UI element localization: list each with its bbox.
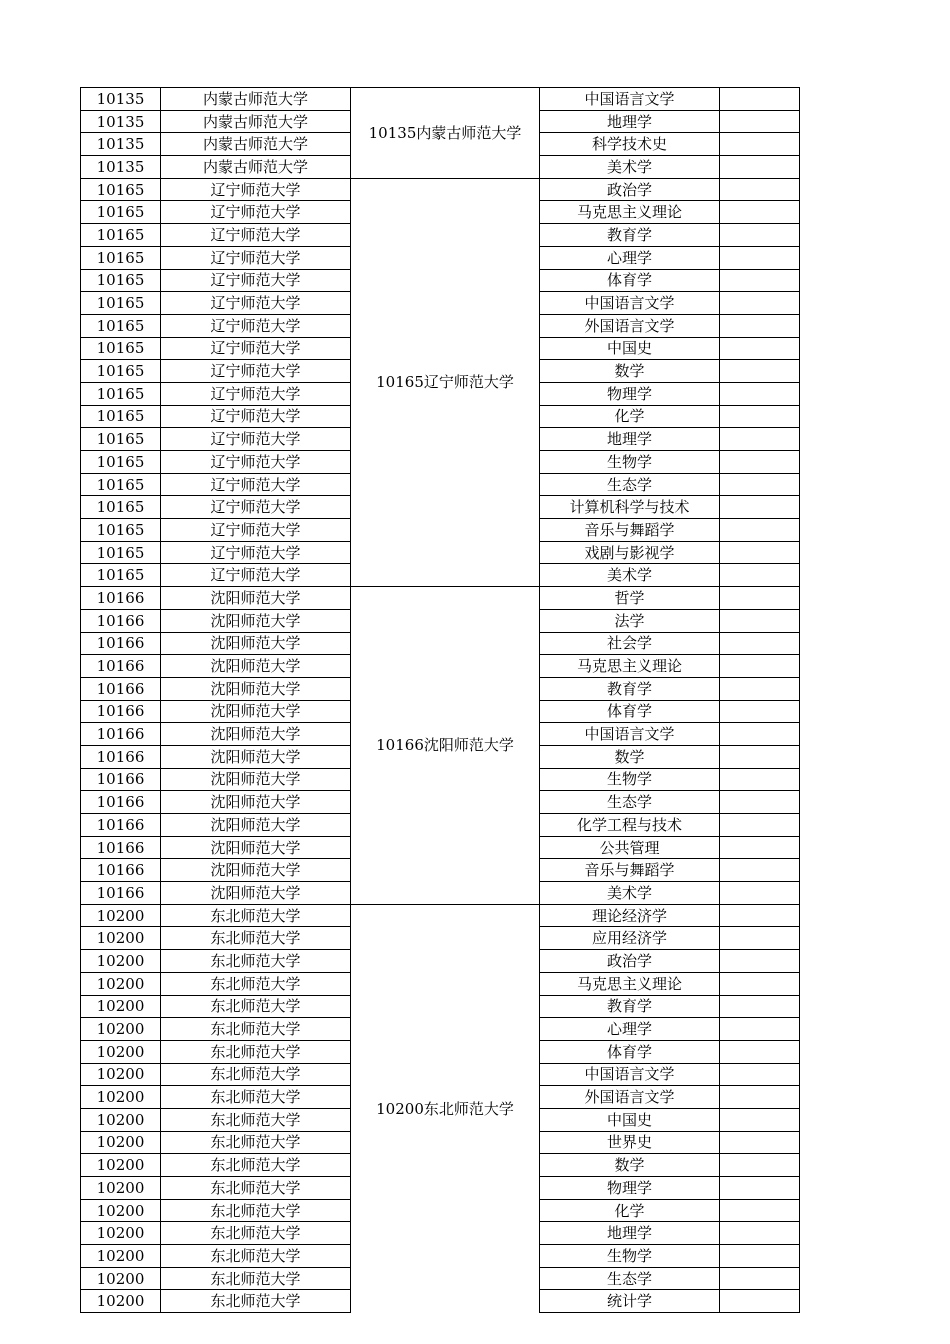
university-code-cell[interactable]: 10135 [81, 156, 161, 179]
subject-cell[interactable]: 体育学 [540, 1040, 720, 1063]
subject-cell[interactable]: 戏剧与影视学 [540, 541, 720, 564]
subject-cell[interactable]: 教育学 [540, 995, 720, 1018]
subject-cell[interactable]: 美术学 [540, 564, 720, 587]
university-code-cell[interactable]: 10200 [81, 1063, 161, 1086]
university-name-cell[interactable]: 内蒙古师范大学 [161, 88, 351, 111]
university-name-cell[interactable]: 沈阳师范大学 [161, 836, 351, 859]
university-name-cell[interactable]: 东北师范大学 [161, 1018, 351, 1041]
empty-cell[interactable] [720, 88, 800, 111]
merged-university-label-cell[interactable]: 10166沈阳师范大学 [351, 587, 540, 905]
empty-cell[interactable] [720, 360, 800, 383]
university-code-cell[interactable]: 10200 [81, 927, 161, 950]
subject-cell[interactable]: 计算机科学与技术 [540, 496, 720, 519]
empty-cell[interactable] [720, 496, 800, 519]
university-name-cell[interactable]: 沈阳师范大学 [161, 609, 351, 632]
empty-cell[interactable] [720, 700, 800, 723]
subject-cell[interactable]: 美术学 [540, 882, 720, 905]
subject-cell[interactable]: 理论经济学 [540, 904, 720, 927]
university-name-cell[interactable]: 辽宁师范大学 [161, 201, 351, 224]
table-row [81, 587, 800, 610]
university-name-cell[interactable]: 沈阳师范大学 [161, 723, 351, 746]
university-code-cell[interactable]: 10166 [81, 700, 161, 723]
university-code-cell[interactable]: 10200 [81, 1177, 161, 1200]
university-name-cell[interactable]: 东北师范大学 [161, 927, 351, 950]
empty-cell[interactable] [720, 836, 800, 859]
subject-cell[interactable]: 马克思主义理论 [540, 972, 720, 995]
university-code-cell[interactable]: 10200 [81, 904, 161, 927]
empty-cell[interactable] [720, 882, 800, 905]
university-code-cell[interactable]: 10200 [81, 950, 161, 973]
university-code-cell[interactable]: 10200 [81, 1267, 161, 1290]
subject-cell[interactable]: 化学 [540, 405, 720, 428]
university-name-cell[interactable]: 辽宁师范大学 [161, 541, 351, 564]
empty-cell[interactable] [720, 224, 800, 247]
university-name-cell[interactable]: 辽宁师范大学 [161, 178, 351, 201]
empty-cell[interactable] [720, 1086, 800, 1109]
empty-cell[interactable] [720, 1177, 800, 1200]
university-code-cell[interactable]: 10165 [81, 473, 161, 496]
university-code-cell[interactable]: 10165 [81, 201, 161, 224]
university-code-cell[interactable]: 10165 [81, 541, 161, 564]
subject-cell[interactable]: 中国语言文学 [540, 723, 720, 746]
empty-cell[interactable] [720, 1222, 800, 1245]
university-code-cell[interactable]: 10166 [81, 677, 161, 700]
university-name-cell[interactable]: 辽宁师范大学 [161, 224, 351, 247]
empty-cell[interactable] [720, 677, 800, 700]
subject-cell[interactable]: 地理学 [540, 110, 720, 133]
empty-cell[interactable] [720, 927, 800, 950]
empty-cell[interactable] [720, 655, 800, 678]
empty-cell[interactable] [720, 405, 800, 428]
university-name-cell[interactable]: 沈阳师范大学 [161, 791, 351, 814]
university-code-cell[interactable]: 10165 [81, 382, 161, 405]
university-code-cell[interactable]: 10165 [81, 178, 161, 201]
subject-cell[interactable]: 政治学 [540, 178, 720, 201]
university-code-cell[interactable]: 10165 [81, 496, 161, 519]
university-code-cell[interactable]: 10200 [81, 972, 161, 995]
university-name-cell[interactable]: 沈阳师范大学 [161, 655, 351, 678]
subject-cell[interactable]: 地理学 [540, 1222, 720, 1245]
subject-cell[interactable]: 地理学 [540, 428, 720, 451]
subject-cell[interactable]: 心理学 [540, 1018, 720, 1041]
university-code-cell[interactable]: 10200 [81, 1222, 161, 1245]
empty-cell[interactable] [720, 178, 800, 201]
empty-cell[interactable] [720, 246, 800, 269]
subject-cell[interactable]: 公共管理 [540, 836, 720, 859]
university-name-cell[interactable]: 沈阳师范大学 [161, 677, 351, 700]
table-row [81, 904, 800, 927]
subject-cell[interactable]: 生物学 [540, 451, 720, 474]
table-row [81, 88, 800, 111]
university-code-cell[interactable]: 10200 [81, 1040, 161, 1063]
university-name-cell[interactable]: 东北师范大学 [161, 1290, 351, 1313]
university-code-cell[interactable]: 10166 [81, 814, 161, 837]
university-name-cell[interactable]: 东北师范大学 [161, 1108, 351, 1131]
subject-cell[interactable]: 教育学 [540, 224, 720, 247]
empty-cell[interactable] [720, 382, 800, 405]
empty-cell[interactable] [720, 632, 800, 655]
subject-cell[interactable]: 化学 [540, 1199, 720, 1222]
university-name-cell[interactable]: 东北师范大学 [161, 1040, 351, 1063]
empty-cell[interactable] [720, 745, 800, 768]
university-code-cell[interactable]: 10166 [81, 655, 161, 678]
subject-cell[interactable]: 马克思主义理论 [540, 201, 720, 224]
university-code-cell[interactable]: 10200 [81, 1018, 161, 1041]
table-body [81, 88, 800, 1313]
empty-cell[interactable] [720, 110, 800, 133]
university-name-cell[interactable]: 东北师范大学 [161, 1086, 351, 1109]
empty-cell[interactable] [720, 133, 800, 156]
empty-cell[interactable] [720, 1040, 800, 1063]
university-code-cell[interactable]: 10165 [81, 292, 161, 315]
empty-cell[interactable] [720, 814, 800, 837]
subject-cell[interactable]: 美术学 [540, 156, 720, 179]
merged-university-label-cell[interactable]: 10165辽宁师范大学 [351, 178, 540, 586]
university-name-cell[interactable]: 辽宁师范大学 [161, 496, 351, 519]
university-code-cell[interactable]: 10166 [81, 609, 161, 632]
empty-cell[interactable] [720, 1267, 800, 1290]
university-code-cell[interactable]: 10165 [81, 405, 161, 428]
subject-cell[interactable]: 中国史 [540, 1108, 720, 1131]
empty-cell[interactable] [720, 292, 800, 315]
subject-cell[interactable]: 音乐与舞蹈学 [540, 519, 720, 542]
university-name-cell[interactable]: 辽宁师范大学 [161, 382, 351, 405]
empty-cell[interactable] [720, 1199, 800, 1222]
empty-cell[interactable] [720, 156, 800, 179]
university-name-cell[interactable]: 辽宁师范大学 [161, 473, 351, 496]
university-code-cell[interactable]: 10135 [81, 88, 161, 111]
university-code-cell[interactable]: 10166 [81, 587, 161, 610]
university-name-cell[interactable]: 内蒙古师范大学 [161, 133, 351, 156]
university-name-cell[interactable]: 内蒙古师范大学 [161, 110, 351, 133]
subject-cell[interactable]: 物理学 [540, 1177, 720, 1200]
university-code-cell[interactable]: 10165 [81, 269, 161, 292]
university-code-cell[interactable]: 10166 [81, 791, 161, 814]
subject-cell[interactable]: 生物学 [540, 1245, 720, 1268]
subject-cell[interactable]: 体育学 [540, 269, 720, 292]
university-name-cell[interactable]: 东北师范大学 [161, 950, 351, 973]
university-name-cell[interactable]: 辽宁师范大学 [161, 405, 351, 428]
university-name-cell[interactable]: 沈阳师范大学 [161, 587, 351, 610]
subject-cell[interactable]: 生物学 [540, 768, 720, 791]
subject-cell[interactable]: 数学 [540, 1154, 720, 1177]
empty-cell[interactable] [720, 541, 800, 564]
university-name-cell[interactable]: 沈阳师范大学 [161, 632, 351, 655]
subject-cell[interactable]: 马克思主义理论 [540, 655, 720, 678]
university-name-cell[interactable]: 东北师范大学 [161, 1154, 351, 1177]
empty-cell[interactable] [720, 314, 800, 337]
subject-cell[interactable]: 数学 [540, 745, 720, 768]
subject-cell[interactable]: 中国语言文学 [540, 292, 720, 315]
university-name-cell[interactable]: 东北师范大学 [161, 1177, 351, 1200]
subject-cell[interactable]: 生态学 [540, 473, 720, 496]
university-name-cell[interactable]: 沈阳师范大学 [161, 882, 351, 905]
subject-cell[interactable]: 音乐与舞蹈学 [540, 859, 720, 882]
empty-cell[interactable] [720, 995, 800, 1018]
university-code-cell[interactable]: 10166 [81, 859, 161, 882]
empty-cell[interactable] [720, 972, 800, 995]
university-name-cell[interactable]: 辽宁师范大学 [161, 519, 351, 542]
university-code-cell[interactable]: 10166 [81, 882, 161, 905]
university-code-cell[interactable]: 10165 [81, 246, 161, 269]
university-code-cell[interactable]: 10165 [81, 451, 161, 474]
subject-cell[interactable]: 化学工程与技术 [540, 814, 720, 837]
subject-cell[interactable]: 哲学 [540, 587, 720, 610]
subject-cell[interactable]: 法学 [540, 609, 720, 632]
spreadsheet [80, 87, 800, 1313]
university-code-cell[interactable]: 10200 [81, 1199, 161, 1222]
empty-cell[interactable] [720, 609, 800, 632]
university-code-cell[interactable]: 10166 [81, 723, 161, 746]
university-code-cell[interactable]: 10200 [81, 995, 161, 1018]
empty-cell[interactable] [720, 904, 800, 927]
empty-cell[interactable] [720, 587, 800, 610]
university-name-cell[interactable]: 沈阳师范大学 [161, 814, 351, 837]
university-code-cell[interactable]: 10200 [81, 1086, 161, 1109]
university-name-cell[interactable]: 东北师范大学 [161, 1222, 351, 1245]
empty-cell[interactable] [720, 269, 800, 292]
empty-cell[interactable] [720, 1131, 800, 1154]
university-name-cell[interactable]: 内蒙古师范大学 [161, 156, 351, 179]
university-code-cell[interactable]: 10135 [81, 110, 161, 133]
subject-cell[interactable]: 物理学 [540, 382, 720, 405]
empty-cell[interactable] [720, 451, 800, 474]
university-name-cell[interactable]: 东北师范大学 [161, 1267, 351, 1290]
empty-cell[interactable] [720, 1290, 800, 1313]
university-code-cell[interactable]: 10200 [81, 1108, 161, 1131]
empty-cell[interactable] [720, 723, 800, 746]
empty-cell[interactable] [720, 1108, 800, 1131]
empty-cell[interactable] [720, 791, 800, 814]
university-code-cell[interactable]: 10165 [81, 360, 161, 383]
university-code-cell[interactable]: 10200 [81, 1131, 161, 1154]
university-code-cell[interactable]: 10166 [81, 632, 161, 655]
subject-cell[interactable]: 体育学 [540, 700, 720, 723]
university-name-cell[interactable]: 辽宁师范大学 [161, 314, 351, 337]
university-name-cell[interactable]: 沈阳师范大学 [161, 700, 351, 723]
university-code-cell[interactable]: 10135 [81, 133, 161, 156]
merged-university-label-cell[interactable]: 10135内蒙古师范大学 [351, 88, 540, 179]
subject-cell[interactable]: 中国史 [540, 337, 720, 360]
university-name-cell[interactable]: 辽宁师范大学 [161, 451, 351, 474]
table-row [81, 178, 800, 201]
empty-cell[interactable] [720, 1018, 800, 1041]
subject-cell[interactable]: 政治学 [540, 950, 720, 973]
university-subject-table [80, 87, 800, 1313]
empty-cell[interactable] [720, 428, 800, 451]
subject-cell[interactable]: 生态学 [540, 791, 720, 814]
empty-cell[interactable] [720, 519, 800, 542]
university-code-cell[interactable]: 10165 [81, 314, 161, 337]
university-code-cell[interactable]: 10165 [81, 428, 161, 451]
empty-cell[interactable] [720, 950, 800, 973]
university-name-cell[interactable]: 辽宁师范大学 [161, 564, 351, 587]
subject-cell[interactable]: 统计学 [540, 1290, 720, 1313]
empty-cell[interactable] [720, 337, 800, 360]
merged-university-label-cell[interactable]: 10200东北师范大学 [351, 904, 540, 1312]
empty-cell[interactable] [720, 768, 800, 791]
subject-cell[interactable]: 社会学 [540, 632, 720, 655]
university-name-cell[interactable]: 东北师范大学 [161, 1199, 351, 1222]
empty-cell[interactable] [720, 473, 800, 496]
empty-cell[interactable] [720, 859, 800, 882]
empty-cell[interactable] [720, 564, 800, 587]
university-code-cell[interactable]: 10200 [81, 1290, 161, 1313]
subject-cell[interactable]: 心理学 [540, 246, 720, 269]
university-name-cell[interactable]: 辽宁师范大学 [161, 269, 351, 292]
university-code-cell[interactable]: 10200 [81, 1245, 161, 1268]
subject-cell[interactable]: 应用经济学 [540, 927, 720, 950]
university-code-cell[interactable]: 10165 [81, 224, 161, 247]
subject-cell[interactable]: 外国语言文学 [540, 1086, 720, 1109]
university-name-cell[interactable]: 辽宁师范大学 [161, 292, 351, 315]
university-code-cell[interactable]: 10200 [81, 1154, 161, 1177]
subject-cell[interactable]: 教育学 [540, 677, 720, 700]
university-name-cell[interactable]: 沈阳师范大学 [161, 768, 351, 791]
university-code-cell[interactable]: 10165 [81, 519, 161, 542]
empty-cell[interactable] [720, 1245, 800, 1268]
university-name-cell[interactable]: 辽宁师范大学 [161, 246, 351, 269]
university-name-cell[interactable]: 辽宁师范大学 [161, 337, 351, 360]
university-name-cell[interactable]: 沈阳师范大学 [161, 859, 351, 882]
empty-cell[interactable] [720, 1154, 800, 1177]
empty-cell[interactable] [720, 201, 800, 224]
empty-cell[interactable] [720, 1063, 800, 1086]
university-name-cell[interactable]: 辽宁师范大学 [161, 428, 351, 451]
subject-cell[interactable]: 生态学 [540, 1267, 720, 1290]
university-code-cell[interactable]: 10166 [81, 745, 161, 768]
subject-cell[interactable]: 世界史 [540, 1131, 720, 1154]
university-name-cell[interactable]: 东北师范大学 [161, 1063, 351, 1086]
subject-cell[interactable]: 数学 [540, 360, 720, 383]
university-name-cell[interactable]: 沈阳师范大学 [161, 745, 351, 768]
university-code-cell[interactable]: 10166 [81, 836, 161, 859]
university-code-cell[interactable]: 10165 [81, 564, 161, 587]
subject-cell[interactable]: 科学技术史 [540, 133, 720, 156]
university-name-cell[interactable]: 东北师范大学 [161, 1131, 351, 1154]
subject-cell[interactable]: 中国语言文学 [540, 88, 720, 111]
university-code-cell[interactable]: 10165 [81, 337, 161, 360]
university-name-cell[interactable]: 东北师范大学 [161, 995, 351, 1018]
university-name-cell[interactable]: 东北师范大学 [161, 904, 351, 927]
university-name-cell[interactable]: 东北师范大学 [161, 972, 351, 995]
subject-cell[interactable]: 中国语言文学 [540, 1063, 720, 1086]
university-code-cell[interactable]: 10166 [81, 768, 161, 791]
university-name-cell[interactable]: 辽宁师范大学 [161, 360, 351, 383]
subject-cell[interactable]: 外国语言文学 [540, 314, 720, 337]
university-name-cell[interactable]: 东北师范大学 [161, 1245, 351, 1268]
